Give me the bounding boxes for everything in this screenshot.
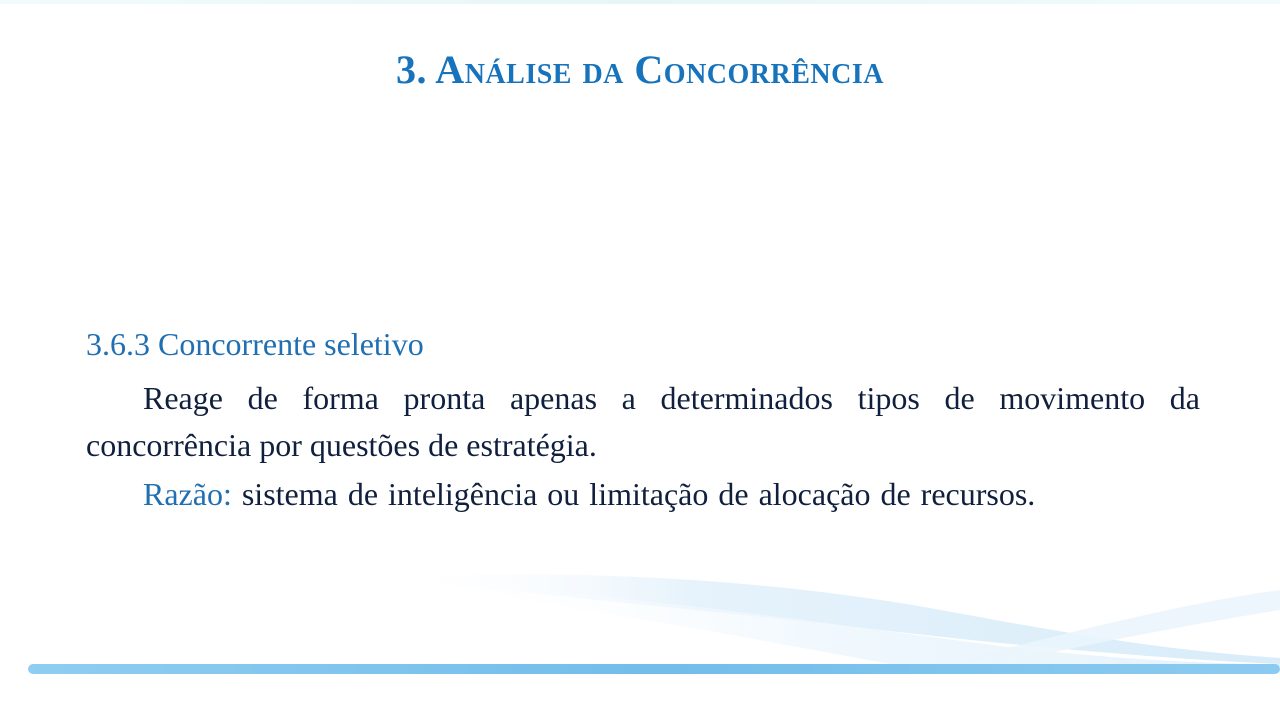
- slide-title: 3. Análise da Concorrência: [396, 47, 884, 92]
- body-paragraph: Reage de forma pronta apenas a determinados tipos de movimento da concorrência por questões de estratégia.: [86, 380, 1200, 463]
- accent-bar: [28, 664, 1280, 674]
- section-heading: 3.6.3 Concorrente seletivo: [86, 326, 424, 362]
- top-border: [0, 0, 1280, 4]
- reason-line: [143, 471, 1035, 518]
- reason-text: sistema de inteligência ou limitação de alocação de recursos.: [231, 476, 1036, 512]
- decorative-wave-footer: [0, 560, 1280, 720]
- reason-label: Razão:: [143, 476, 232, 512]
